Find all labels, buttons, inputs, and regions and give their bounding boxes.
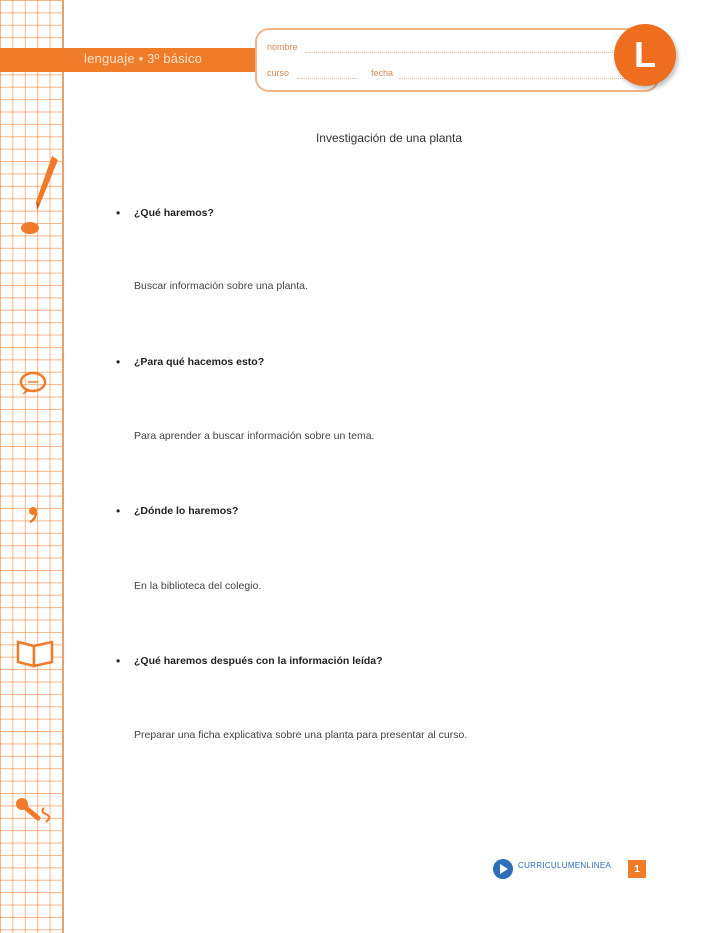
bullet-icon: • [116,206,121,220]
question-1: ¿Qué haremos? [134,207,214,219]
subject-label: lenguaje • 3º básico [84,51,203,66]
date-label: fecha [371,68,394,78]
date-field[interactable] [399,78,645,79]
page-title: Investigación de una planta [315,131,463,145]
course-label: curso [267,68,290,78]
bullet-icon: • [116,355,121,369]
speech-bubble-icon [18,370,48,396]
footer-brand: CURRICULUMENLINEA [518,861,612,870]
student-info-box [255,28,659,92]
subject-badge: L [614,24,676,86]
answer-3: En la biblioteca del colegio. [134,580,262,592]
comma-icon [26,506,40,524]
pen-icon [18,152,62,238]
question-2: ¿Para qué hacemos esto? [134,356,265,368]
question-3: ¿Dónde lo haremos? [134,505,239,517]
answer-1: Buscar información sobre una planta. [134,280,308,292]
name-label: nombre [267,42,298,52]
page-number: 1 [628,860,646,878]
microphone-icon [14,796,54,826]
bullet-icon: • [116,504,121,518]
question-4: ¿Qué haremos después con la información leída? [134,655,383,667]
name-field[interactable] [305,52,645,53]
answer-2: Para aprender a buscar información sobre un tema. [134,430,375,442]
play-logo-icon [492,858,514,880]
course-field[interactable] [297,78,357,79]
open-book-icon [14,636,56,670]
bullet-icon: • [116,654,121,668]
answer-4: Preparar una ficha explicativa sobre una planta para presentar al curso. [134,729,468,741]
